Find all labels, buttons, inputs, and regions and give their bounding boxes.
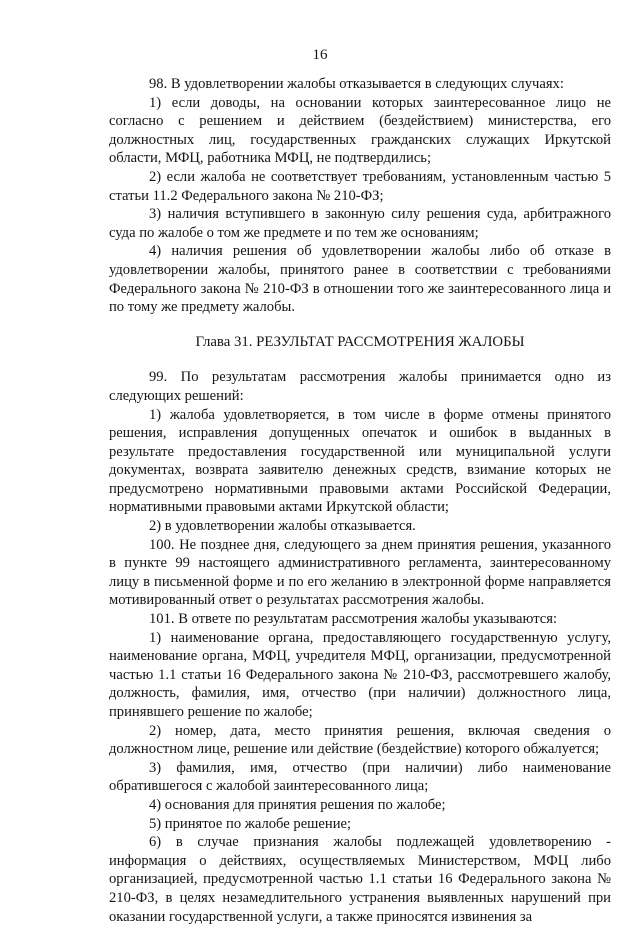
section-101-item-2: 2) номер, дата, место принятия решения, включая сведения о должностном лице, решение или действие (бездействие) которого обжалуется; xyxy=(109,722,611,758)
section-98-intro: 98. В удовлетворении жалобы отказывается в следующих случаях: xyxy=(149,76,564,92)
section-99-intro: 99. По результатам рассмотрения жалобы принимается одно из следующих решений: xyxy=(109,369,611,404)
section-101-item-5: 5) принятое по жалобе решение; xyxy=(149,815,352,832)
page-number: 16 xyxy=(312,47,328,63)
document-body xyxy=(109,75,611,926)
section-101-intro: 101. В ответе по результатам рассмотрения жалобы указываются: xyxy=(149,611,558,628)
section-99-item-1: 1) жалоба удовлетворяется, в том числе в форме отмены принятого решения, исправления допущенных опечаток и ошибок в выданных в результате предоставления государственной или муниципальной услуги документах, возврата заявителю денежных средств, взимание которых не предусмотрено нормативными правовыми актами Российской Федерации, нормативными правовыми актами Иркутской области; xyxy=(109,406,611,516)
section-99-item-2: 2) в удовлетворении жалобы отказывается. xyxy=(149,518,416,535)
section-98-item-1: 1) если доводы, на основании которых заинтересованное лицо не согласно с решением и действием (бездействием) министерства, его должностных лиц, государственных гражданских служащих Иркутской области, МФЦ, работника МФЦ, не подтвердились; xyxy=(109,94,611,167)
chapter-heading: Глава 31. РЕЗУЛЬТАТ РАССМОТРЕНИЯ ЖАЛОБЫ xyxy=(195,333,525,350)
section-101-item-6: 6) в случае признания жалобы подлежащей удовлетворению - информация о действиях, осуществляемых Министерством, МФЦ либо организацией, предусмотренной частью 1.1 статьи 16 Федерального закона № 210-ФЗ, в целях незамедлительного устранения выявленных нарушений при оказании государственной услуги, а также приносятся извинения за xyxy=(109,834,611,925)
section-100: 100. Не позднее дня, следующего за днем принятия решения, указанного в пункте 99 настоящего административного регламента, заинтересованному лицу в письменной форме и по его желанию в электронной форме направляется мотивированный ответ о результатах рассмотрения жалобы. xyxy=(109,536,611,609)
section-101-item-3: 3) фамилия, имя, отчество (при наличии) либо наименование обратившегося с жалобой заинтересованного лица; xyxy=(109,759,611,795)
section-98-item-2: 2) если жалоба не соответствует требованиям, установленным частью 5 статьи 11.2 Федерального закона № 210-ФЗ; xyxy=(109,168,611,204)
section-98-item-4: 4) наличия решения об удовлетворении жалобы либо об отказе в удовлетворении жалобы, принятого ранее в соответствии с требованиями Федерального закона № 210-ФЗ в отношении того же заинтересованного лица и по тому же предмету жалобы. xyxy=(109,243,611,316)
section-101-item-1: 1) наименование органа, предоставляющего государственную услугу, наименование органа, МФЦ, учредителя МФЦ, организации, предусмотренной частью 1.1 статьи 16 Федерального закона № 210-ФЗ, рассмотревшего жалобу, должность, фамилия, имя, отчество (при наличии) должностного лица, принявшего решение по жалобе; xyxy=(109,629,611,720)
section-101-item-4: 4) основания для принятия решения по жалобе; xyxy=(149,796,446,813)
section-98-item-3: 3) наличия вступившего в законную силу решения суда, арбитражного суда по жалобе о том же предмете и по тем же основаниям; xyxy=(109,206,611,241)
